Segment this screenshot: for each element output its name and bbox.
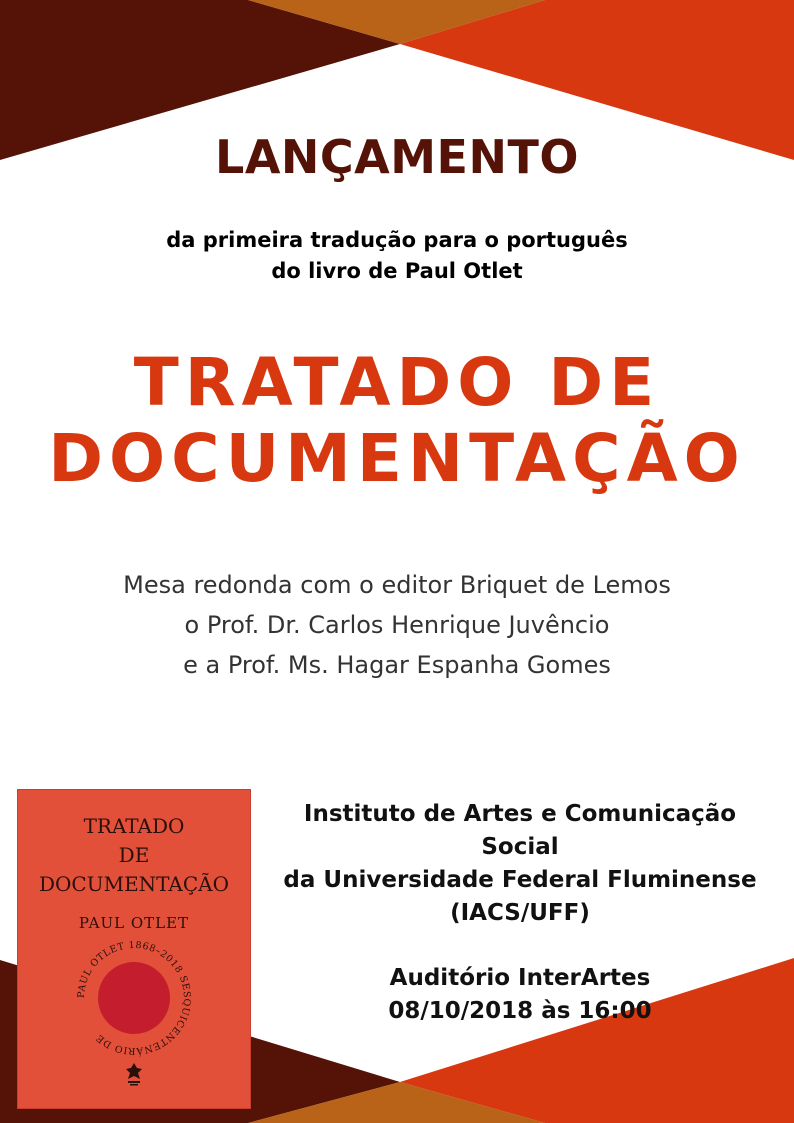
subtitle [0, 225, 794, 287]
cover-title-line-3: DOCUMENTAÇÃO [39, 872, 229, 896]
venue-line-3: (IACS/UFF) [450, 900, 590, 926]
spacer [275, 930, 765, 962]
book-cover-image [18, 790, 250, 1108]
sesquicentennial-seal [74, 938, 194, 1058]
venue-line-2: da Universidade Federal Fluminense [283, 867, 757, 893]
book-title-line-2: DOCUMENTAÇÃO [48, 420, 746, 497]
book-title [0, 345, 794, 497]
subtitle-line-2: do livro de Paul Otlet [271, 259, 523, 283]
event-details [275, 798, 765, 1028]
book-title-line-1: TRATADO DE [133, 344, 661, 421]
headline: LANÇAMENTO [215, 130, 579, 184]
cover-title [18, 812, 250, 899]
event-datetime: 08/10/2018 às 16:00 [388, 998, 652, 1024]
roundtable-line-2: o Prof. Dr. Carlos Henrique Juvêncio [184, 611, 610, 639]
subtitle-line-1: da primeira tradução para o português [166, 228, 628, 252]
cover-title-line-2: DE [118, 843, 150, 867]
cover-title-line-1: TRATADO [83, 814, 185, 838]
seal-red-disc [98, 962, 170, 1034]
publisher-logo-icon [122, 1060, 146, 1088]
roundtable-participants [0, 565, 794, 685]
cover-author: PAUL OTLET [78, 914, 190, 932]
event-room: Auditório InterArtes [389, 965, 651, 991]
roundtable-line-1: Mesa redonda com o editor Briquet de Lemos [123, 571, 671, 599]
venue-line-1: Instituto de Artes e Comunicação Social [303, 801, 737, 860]
seal-ring-text: PAUL OTLET 1868–2018 SESQUICENTENÁRIO DE [75, 939, 193, 1057]
roundtable-line-3: e a Prof. Ms. Hagar Espanha Gomes [183, 651, 611, 679]
